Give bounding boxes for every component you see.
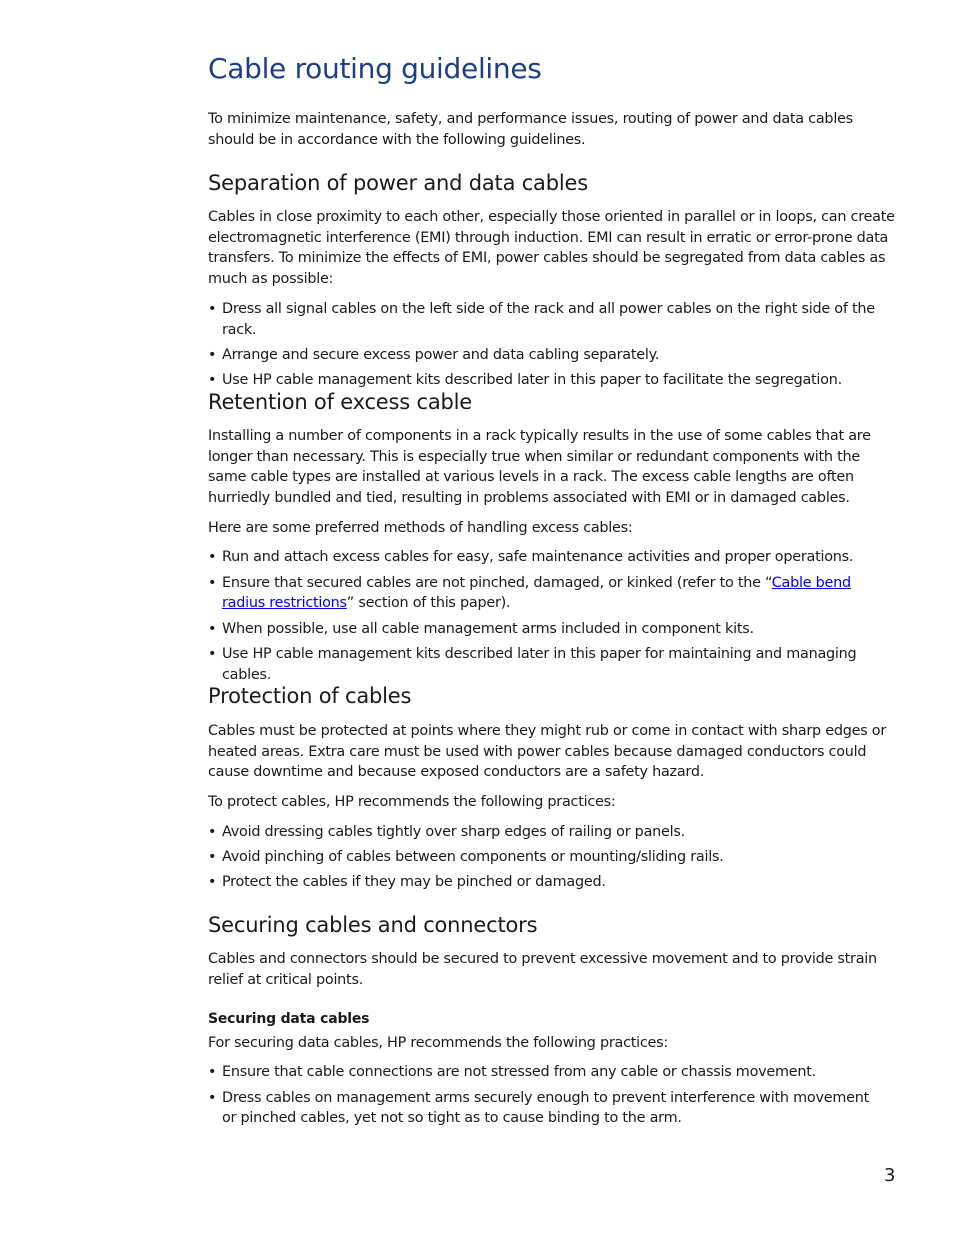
- list-item: • Protect the cables if they may be pinched or damaged.: [208, 872, 908, 893]
- page-number: 3: [884, 1165, 896, 1186]
- bullet-icon: •: [208, 849, 217, 865]
- bullet-icon: •: [208, 646, 217, 662]
- protection-practices-intro: To protect cables, HP recommends the following practices:: [208, 794, 616, 810]
- list-item: • Avoid dressing cables tightly over sharp edges of railing or panels.: [208, 822, 908, 843]
- bullet-icon: •: [208, 549, 217, 565]
- bullet-icon: •: [208, 1064, 217, 1080]
- list-item: • Use HP cable management kits described later in this paper to facilitate the segregation.: [208, 370, 908, 391]
- protection-paragraph: Cables must be protected at points where they might rub or come in contact with sharp edges or heated areas. Extra care must be used with power cables because damaged conductors could cause downtime and because exposed conductors are a safety hazard.: [208, 723, 887, 780]
- separation-bullet-list: [208, 299, 908, 390]
- bullet-icon: •: [208, 574, 217, 591]
- list-item: • Use HP cable management kits described later in this paper for maintaining and managing cables.: [208, 646, 857, 683]
- separation-paragraph: Cables in close proximity to each other, especially those oriented in parallel or in loops, can create electromagnetic interference (EMI) through induction. EMI can result in erratic or error-prone data transfers. To minimize the effects of EMI, power cables should be segregated from data cables as much as possible:: [208, 209, 895, 287]
- list-item: • Dress cables on management arms securely enough to prevent interference with movement or pinched cables, yet not so tight as to cause binding to the arm.: [208, 1089, 869, 1126]
- list-item: • Avoid pinching of cables between components or mounting/sliding rails.: [208, 847, 908, 868]
- bullet-icon: •: [208, 346, 217, 363]
- bullet-icon: •: [208, 1089, 217, 1106]
- retention-paragraph: Installing a number of components in a rack typically results in the use of some cables that are longer than necessary. This is especially true when similar or redundant components with the same cable types are installed at various levels in a rack. The excess cable lengths are often hurriedly bundled and tied, resulting in problems associated with EMI or in damaged cables.: [208, 428, 871, 506]
- subheading-securing-data-cables: Securing data cables: [208, 1011, 370, 1027]
- cable-bend-radius-link[interactable]: Cable bend radius restrictions: [222, 574, 851, 611]
- bullet-icon: •: [208, 620, 217, 637]
- securing-paragraph: Cables and connectors should be secured to prevent excessive movement and to provide strain relief at critical points.: [208, 951, 877, 988]
- securing-data-intro: For securing data cables, HP recommends the following practices:: [208, 1035, 668, 1051]
- securing-bullet-list: [208, 1062, 908, 1129]
- list-item: • Ensure that secured cables are not pinched, damaged, or kinked (refer to the “Cable bend radius restrictions” section of this paper).: [208, 574, 851, 611]
- bullet-icon: •: [208, 301, 217, 317]
- bullet-icon: •: [208, 824, 217, 840]
- section-heading-protection: Protection of cables: [208, 684, 412, 708]
- protection-bullet-list: [208, 822, 908, 893]
- list-item: • When possible, use all cable management arms included in component kits.: [208, 619, 908, 640]
- section-heading-separation: Separation of power and data cables: [208, 171, 588, 195]
- list-item: • Dress all signal cables on the left side of the rack and all power cables on the right side of the rack.: [208, 301, 875, 338]
- bullet-icon: •: [208, 874, 217, 890]
- retention-bullet-list: [208, 547, 908, 685]
- section-heading-securing: Securing cables and connectors: [208, 913, 538, 937]
- section-heading-retention: Retention of excess cable: [208, 390, 472, 414]
- list-item: • Run and attach excess cables for easy, safe maintenance activities and proper operations.: [208, 547, 908, 568]
- page-title: Cable routing guidelines: [208, 52, 542, 85]
- list-item: • Arrange and secure excess power and data cabling separately.: [208, 345, 908, 366]
- retention-methods-intro: Here are some preferred methods of handling excess cables:: [208, 520, 633, 536]
- list-item: • Ensure that cable connections are not stressed from any cable or chassis movement.: [208, 1062, 908, 1083]
- bullet-icon: •: [208, 371, 217, 388]
- intro-paragraph: To minimize maintenance, safety, and performance issues, routing of power and data cables should be in accordance with the following guidelines.: [208, 111, 853, 148]
